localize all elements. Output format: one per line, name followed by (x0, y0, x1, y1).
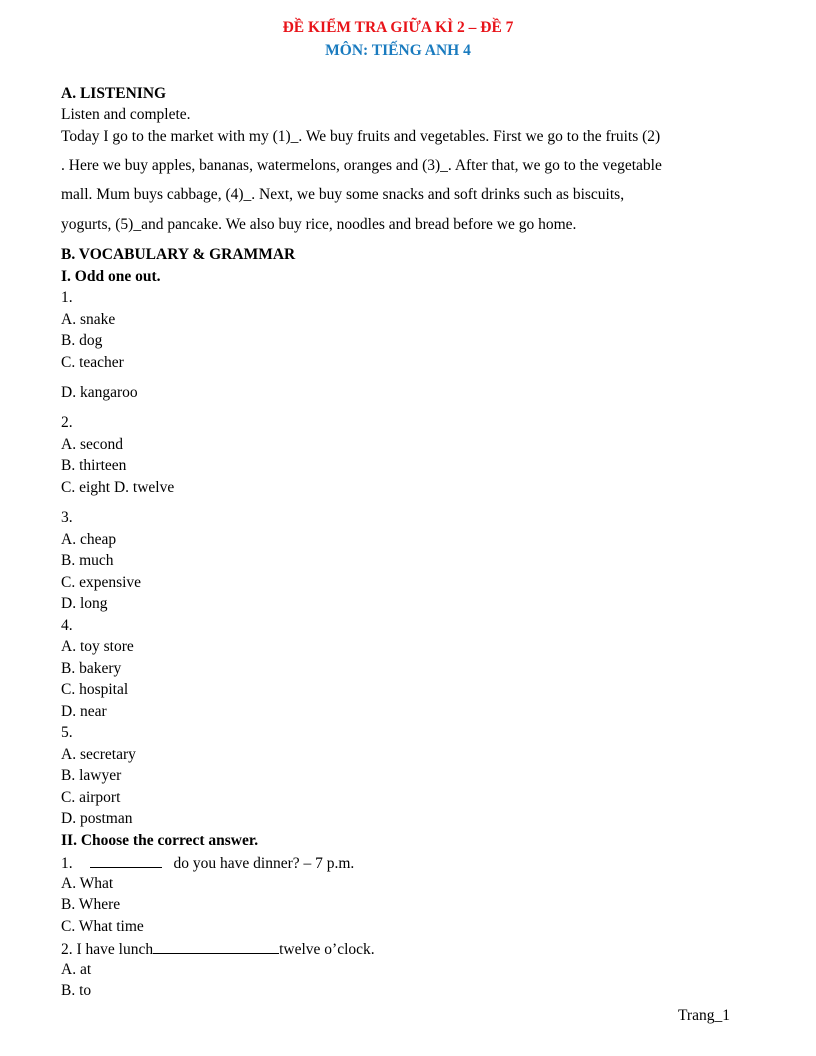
document-title: ĐỀ KIỂM TRA GIỮA KÌ 2 – ĐỀ 7 (282, 19, 514, 36)
answer-option: A. at (61, 961, 92, 978)
answer-blank (153, 939, 279, 954)
answer-option: B. dog (61, 332, 103, 349)
answer-option: A. second (61, 436, 123, 453)
answer-option: A. cheap (61, 531, 117, 548)
answer-option: B. lawyer (61, 767, 122, 784)
answer-option: C. What time (61, 918, 144, 935)
answer-option: B. thirteen (61, 457, 127, 474)
answer-option: B. bakery (61, 660, 122, 677)
question-number: 1. (61, 289, 73, 306)
answer-option: B. Where (61, 896, 121, 913)
document-subject: MÔN: TIẾNG ANH 4 (325, 42, 471, 59)
answer-option: D. near (61, 703, 107, 720)
question-text: do you have dinner? – 7 p.m. (173, 855, 355, 872)
answer-option: C. hospital (61, 681, 129, 698)
listening-text-line: Today I go to the market with my (1)_. We buy fruits and vegetables. First we go to the fruits (2) (61, 128, 661, 145)
answer-blank (90, 853, 162, 868)
question-number: 3. (61, 509, 73, 526)
answer-option: D. kangaroo (61, 384, 138, 401)
listening-text-line: . Here we buy apples, bananas, watermelons, oranges and (3)_. After that, we go to the vegetable (61, 157, 662, 174)
answer-option: A. What (61, 875, 114, 892)
answer-option: C. eight D. twelve (61, 479, 175, 496)
answer-option: A. snake (61, 311, 116, 328)
question-number: 1. (61, 855, 73, 872)
answer-option: B. much (61, 552, 114, 569)
section-listening-heading: A. LISTENING (61, 85, 167, 102)
answer-option: D. postman (61, 810, 133, 827)
question-number: 5. (61, 724, 73, 741)
question-text: 2. I have lunch (61, 941, 154, 958)
listening-text-line: yogurts, (5)_and pancake. We also buy rice, noodles and bread before we go home. (61, 216, 577, 233)
answer-option: A. secretary (61, 746, 136, 763)
listening-instruction: Listen and complete. (61, 106, 191, 123)
answer-option: D. long (61, 595, 108, 612)
page-number: Trang_1 (678, 1007, 730, 1024)
answer-option: B. to (61, 982, 92, 999)
question-line (61, 939, 375, 959)
question-line (61, 853, 354, 873)
question-text: twelve o’clock. (279, 941, 375, 958)
answer-option: C. expensive (61, 574, 142, 591)
question-number: 4. (61, 617, 73, 634)
question-number: 2. (61, 414, 73, 431)
section-vocab-heading: B. VOCABULARY & GRAMMAR (61, 246, 296, 263)
answer-option: C. teacher (61, 354, 124, 371)
answer-option: C. airport (61, 789, 121, 806)
part-odd-one-out-heading: I. Odd one out. (61, 268, 161, 285)
listening-text-line: mall. Mum buys cabbage, (4)_. Next, we buy some snacks and soft drinks such as biscuits, (61, 186, 625, 203)
part-choose-heading: II. Choose the correct answer. (61, 832, 259, 849)
answer-option: A. toy store (61, 638, 134, 655)
